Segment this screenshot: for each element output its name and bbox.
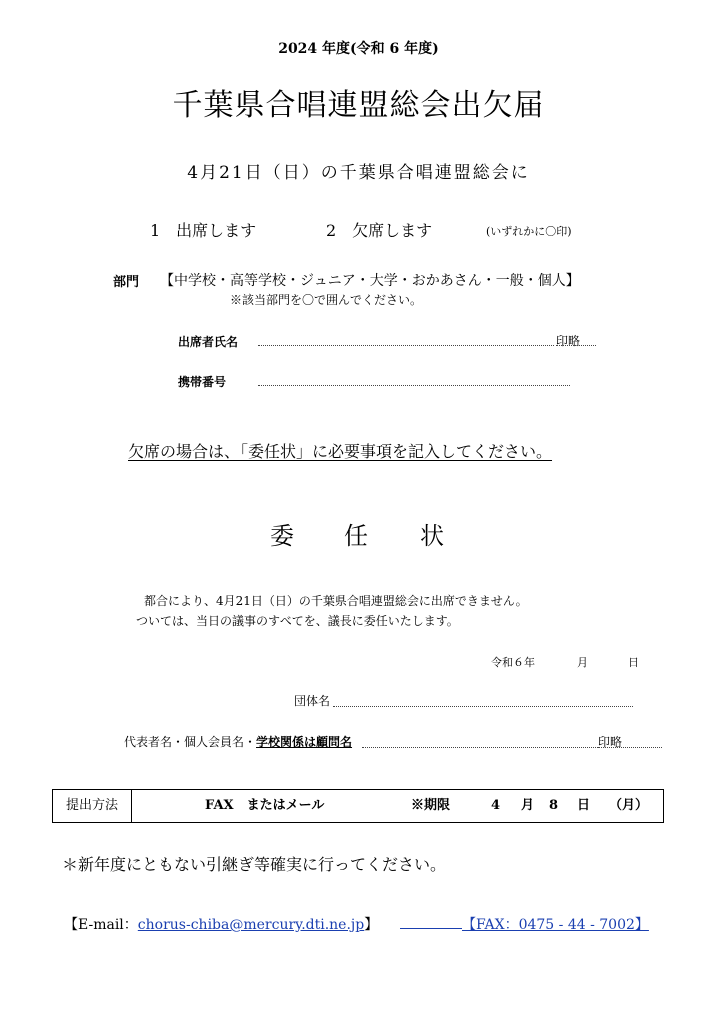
submission-method-box — [52, 789, 664, 823]
page-title: 千葉県合唱連盟総会出欠届 — [172, 88, 545, 123]
department-label: 部門 — [113, 275, 140, 290]
email-label: 【E-mail： — [64, 917, 138, 933]
group-name-line[interactable] — [333, 706, 633, 707]
absence-notice: 欠席の場合は、「委任状」に必要事項を記入してください。 — [128, 442, 553, 461]
fax-text[interactable]: 【FAX：0475 - 44 - 7002】 — [462, 917, 649, 933]
attendee-name-label: 出席者氏名 — [178, 335, 239, 349]
attend-option: 1 出席します — [150, 221, 257, 240]
mobile-line[interactable] — [258, 385, 570, 386]
deadline-day-number: 8 — [549, 798, 559, 813]
seal-omitted-label: 印略 — [556, 334, 581, 348]
year-line: 2024 年度(令和 6 年度) — [278, 41, 439, 57]
date-month: 月 — [577, 656, 588, 669]
group-name-label: 団体名 — [294, 694, 331, 708]
date-era: 令和６年 — [491, 656, 535, 669]
deadline-month-number: 4 — [491, 798, 501, 813]
proxy-title-char-2: 任 — [344, 522, 368, 550]
link-underline-gap — [400, 928, 462, 929]
choice-note: (いずれかに〇印) — [486, 225, 572, 238]
proxy-title-char-3: 状 — [420, 522, 444, 550]
proxy-body-line-2: ついては、当日の議事のすべてを、議長に委任いたします。 — [136, 614, 459, 628]
representative-label-bold: 学校関係は顧問名 — [256, 735, 353, 749]
deadline-day-char: 日 — [577, 798, 591, 813]
email-link[interactable]: chorus-chiba@mercury.dti.ne.jp — [137, 917, 365, 933]
fax-number — [462, 914, 649, 934]
email-close-bracket: 】 — [364, 917, 379, 933]
proxy-title-char-1: 委 — [270, 522, 294, 550]
proxy-body-line-1: 都合により、4月21日（日）の千葉県合唱連盟総会に出席できません。 — [144, 594, 528, 608]
seal-line-2 — [598, 747, 662, 748]
date-line: 4月21日（日）の千葉県合唱連盟総会に — [187, 163, 530, 183]
mobile-label: 携帯番号 — [178, 375, 227, 389]
representative-label-plain: 代表者名・個人会員名・ — [124, 735, 257, 749]
department-note: ※該当部門を〇で囲んでください。 — [230, 293, 423, 307]
date-day: 日 — [628, 656, 639, 669]
attendee-name-line[interactable] — [258, 345, 554, 346]
submission-label: 提出方法 — [53, 790, 132, 822]
representative-line[interactable] — [362, 747, 598, 748]
handover-note: ＊新年度にともない引継ぎ等確実に行ってください。 — [62, 855, 447, 874]
contact-line — [64, 914, 378, 934]
deadline-label: ※期限 — [411, 798, 451, 813]
seal-line — [556, 345, 596, 346]
submission-method: FAX またはメール — [205, 798, 325, 813]
absent-option: 2 欠席します — [326, 221, 433, 240]
representative-label — [124, 733, 352, 750]
deadline-weekday: （月） — [609, 798, 649, 813]
deadline-month-char: 月 — [521, 798, 535, 813]
department-options: 【中学校・高等学校・ジュニア・大学・おかあさん・一般・個人】 — [160, 273, 580, 289]
seal-omitted-label-2: 印略 — [598, 735, 623, 749]
